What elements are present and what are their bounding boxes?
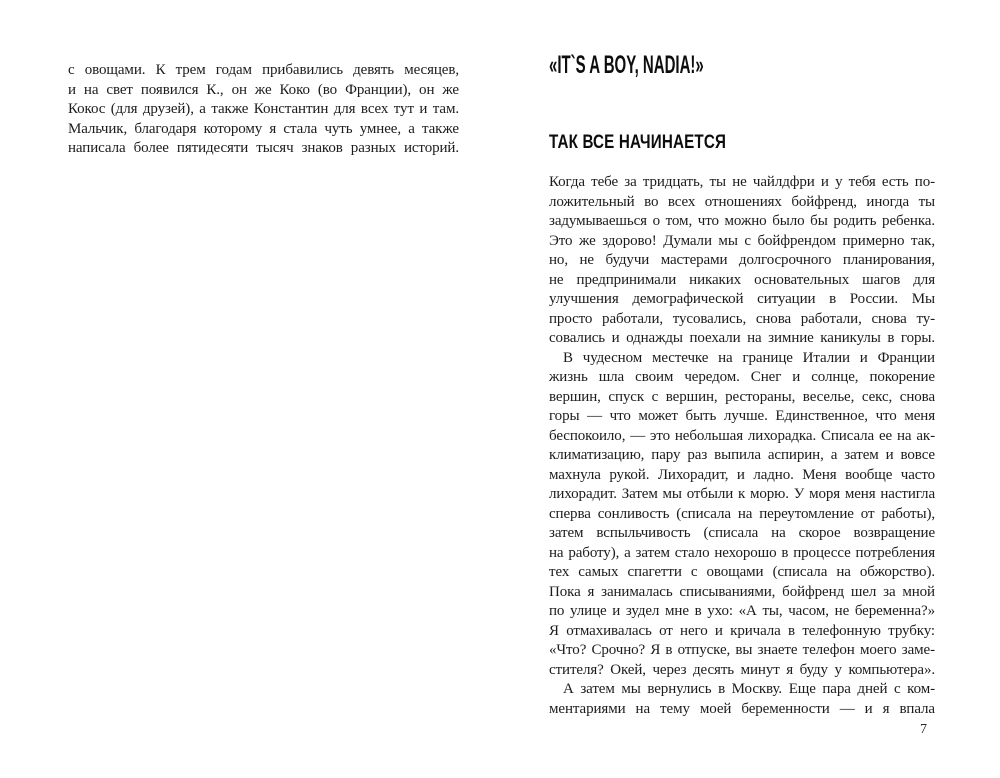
text-line: А затем мы вернулись в Москву. Еще пара дней с ком- xyxy=(563,681,935,697)
text-line: горы — что может быть лучше. Единственное, что меня xyxy=(549,408,935,424)
text-line: по улице и зудел мне в ухо: «А ты, часом, не беременна?» xyxy=(549,603,935,619)
text-line: «Что? Срочно? Я в отпуске, вы знаете телефон моего заме- xyxy=(549,642,935,658)
text-line: стителя? Окей, через десять минут я буду у компьютера». xyxy=(549,661,935,678)
text-line: Пока я занималась списываниями, бойфренд шел за мной xyxy=(549,583,935,600)
right-page xyxy=(549,0,935,778)
text-line: вершин, спуск с вершин, рестораны, веселье, секс, снова xyxy=(549,388,935,405)
text-line: с овощами. К трем годам прибавились девять месяцев, xyxy=(68,62,459,78)
text-line: ментариями на тему моей беременности — и я впала xyxy=(549,700,935,717)
text-line: В чудесном местечке на границе Италии и Франции xyxy=(563,349,935,366)
right-page-body xyxy=(549,173,935,719)
text-line: Когда тебе за тридцать, ты не чайлдфри и у тебя есть по- xyxy=(549,174,935,190)
text-line: не предпринимали никаких основательных шагов для xyxy=(549,271,935,288)
section-title-text: ТАК ВСЕ НАЧИНАЕТСЯ xyxy=(549,132,727,153)
text-line: Кокос (для друзей), а также Константин для всех тут и там. xyxy=(68,101,459,117)
text-line: затем вспыльчивость (списала на скорое возвращение xyxy=(549,525,935,541)
page-number: 7 xyxy=(920,722,927,737)
text-line: тех самых спагетти с овощами (списала на обжорство). xyxy=(549,564,935,580)
text-line: на работу), а затем стало нехорошо в процессе потребления xyxy=(549,544,935,561)
text-line: задумываешься о том, что можно было бы родить ребенка. xyxy=(549,213,935,229)
left-page xyxy=(68,61,459,159)
chapter-title xyxy=(549,52,807,80)
text-line: климатизацию, пару раз выпила аспирин, а затем и вовсе xyxy=(549,447,935,463)
text-line: но, не будучи мастерами долгосрочного планирования, xyxy=(549,252,935,268)
text-line: Я отмахивалась от него и кричала в телефонную трубку: xyxy=(549,622,935,639)
text-line: написала более пятидесяти тысяч знаков разных историй. xyxy=(68,140,459,156)
chapter-title-text: «IT`S A BOY, NADIA!» xyxy=(549,51,704,79)
text-line: Это же здорово! Думали мы с бойфрендом примерно так, xyxy=(549,232,935,249)
text-line: сперва сонливость (списала на переутомление от работы), xyxy=(549,505,935,522)
text-line: лихорадит. Затем мы отбыли к морю. У моря меня настигла xyxy=(549,486,935,502)
text-line: совались и однажды поехали на зимние каникулы в горы. xyxy=(549,330,935,346)
section-title xyxy=(549,133,770,155)
text-line: просто работали, тусовались, снова работали, снова ту- xyxy=(549,310,935,327)
text-line: улучшения демографической ситуации в России. Мы xyxy=(549,291,935,307)
text-line: Мальчик, благодаря которому я стала чуть умнее, а также xyxy=(68,120,459,137)
text-line: беспокоило, — это небольшая лихорадка. Списала ее на ак- xyxy=(549,427,935,444)
text-line: махнула рукой. Лихорадит, и ладно. Меня вообще часто xyxy=(549,466,935,483)
text-line: ложительный во всех отношениях бойфренд, иногда ты xyxy=(549,193,935,210)
text-line: и на свет появился К., он же Коко (во Франции), он же xyxy=(68,81,459,98)
left-page-text xyxy=(68,61,459,159)
text-line: жизнь шла своим чередом. Снег и солнце, покорение xyxy=(549,369,935,385)
